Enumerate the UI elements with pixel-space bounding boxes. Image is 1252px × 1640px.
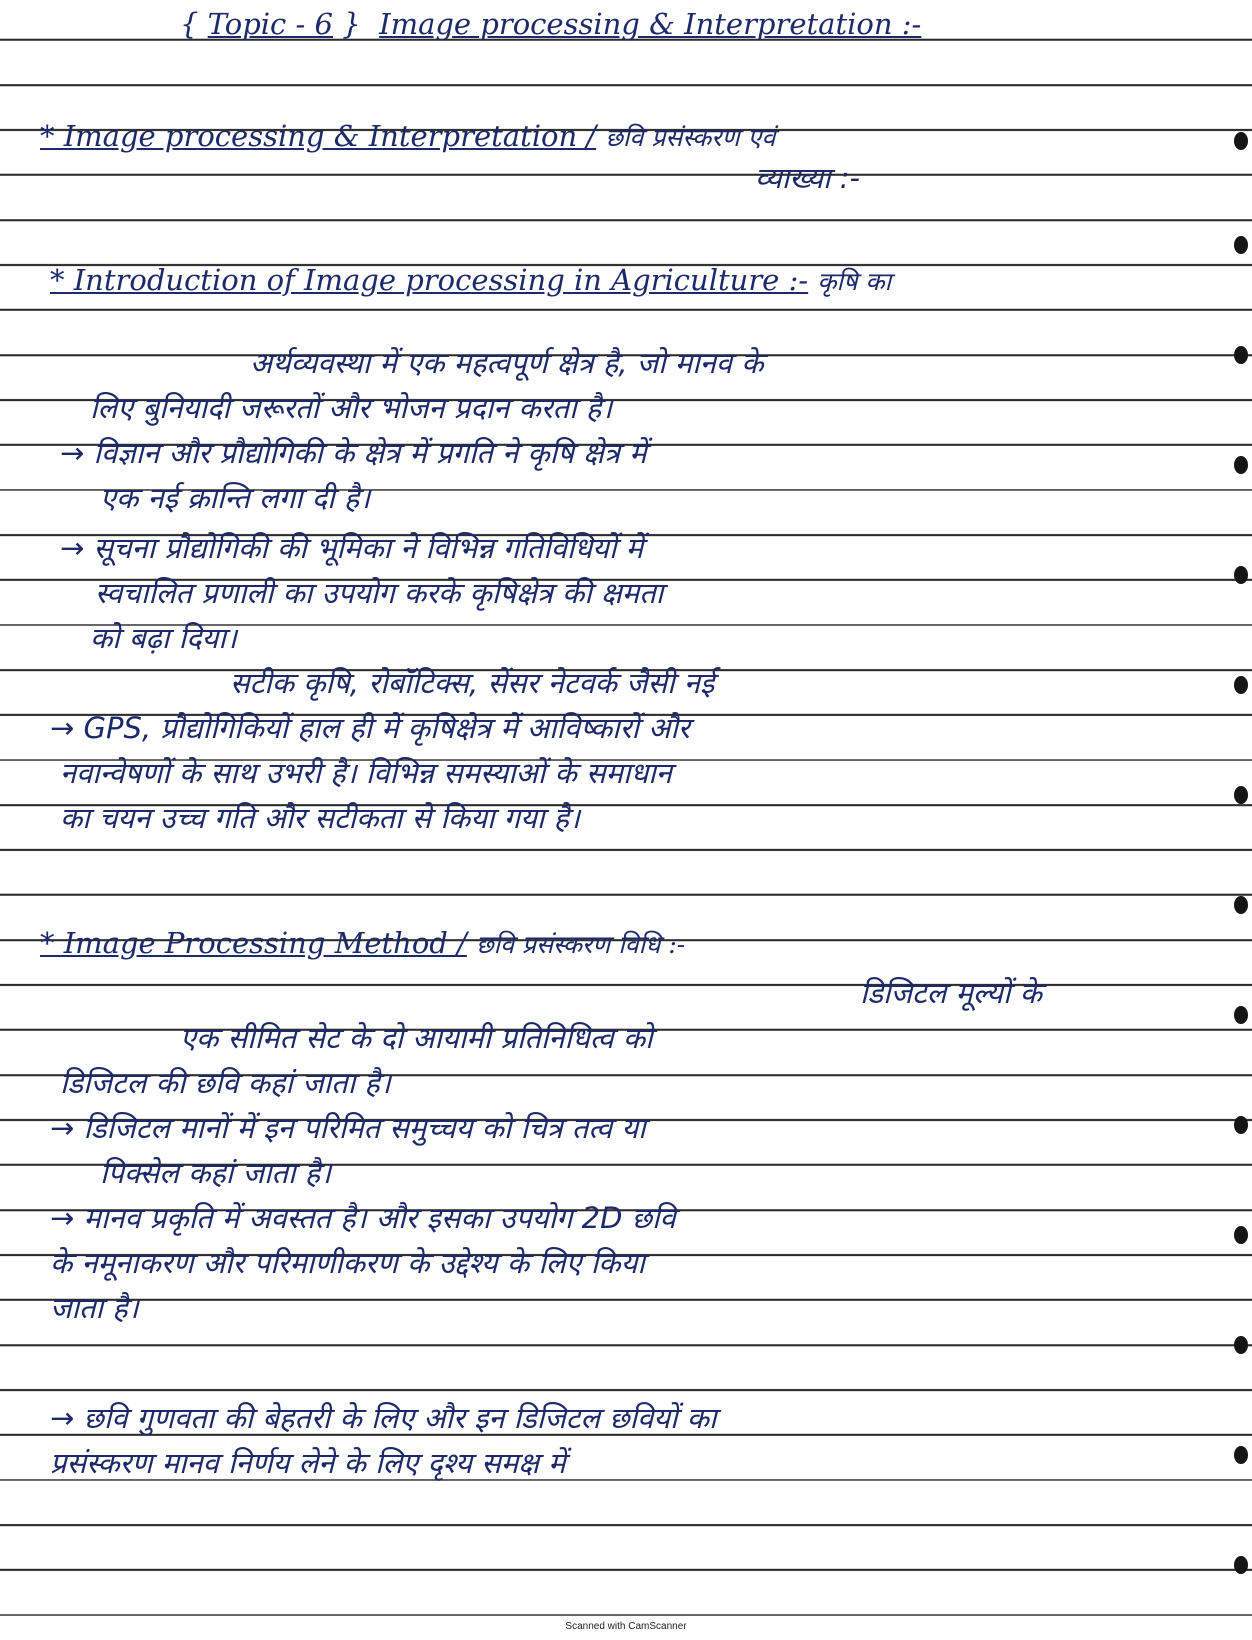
section2-line-8: सटीक कृषि, रोबॉटिक्स, सेंसर नेटवर्क जैसी नई [230,666,715,700]
binding-hole [1234,1446,1248,1464]
section3-line-4: पिक्सेल कहां जाता है। [100,1156,332,1190]
section3-line-3: → डिजिटल मानों में इन परिमित समुच्चय को चित्र तत्व या [50,1111,646,1145]
section2-line-3: → विज्ञान और प्रौद्योगिकी के क्षेत्र में प्रगति ने कृषि क्षेत्र में [60,436,647,470]
section3-heading-hi: छवि प्रसंस्करण विधि :- [476,930,686,959]
section3-line-2: डिजिटल की छवि कहां जाता है। [60,1066,391,1100]
section3-line-7: जाता है। [50,1291,139,1325]
section2-heading-text: * Introduction of Image processing in Agriculture :- [50,263,809,297]
section3-heading-en: * Image Processing Method / [40,926,467,960]
section3-line-5: → मानव प्रकृति में अवस्तत है। और इसका उपयोग 2D छवि [50,1201,676,1235]
binding-hole [1234,1006,1248,1024]
scanner-watermark: Scanned with CamScanner [565,1621,687,1632]
section2-line-6: स्वचालित प्रणाली का उपयोग करके कृषिक्षेत्र की क्षमता [95,576,664,610]
section3-heading [40,925,1202,963]
section3-line-9: प्रसंस्करण मानव निर्णय लेने के लिए दृश्य समक्ष में [50,1446,566,1480]
section2-line-4: एक नई क्रान्ति लगा दी है। [100,481,371,515]
section3-line-6: के नमूनाकरण और परिमाणीकरण के उद्देश्य के लिए किया [50,1246,645,1280]
topic-title: Image processing & Interpretation :- [379,7,922,41]
section2-line-7: को बढ़ा दिया। [90,621,237,655]
section1-heading [40,118,1202,156]
binding-hole [1234,1556,1248,1574]
section3-line-1: एक सीमित सेट के दो आयामी प्रतिनिधित्व को [180,1021,653,1055]
section1-heading-hi-2: व्याख्या :- [755,161,860,195]
binding-hole [1234,566,1248,584]
topic-bracket: { [180,7,208,41]
binding-hole [1234,676,1248,694]
binding-hole [1234,346,1248,364]
binding-hole [1234,1336,1248,1354]
binding-hole [1234,132,1248,150]
section2-line-11: का चयन उच्च गति और सटीकता से किया गया है। [60,801,581,835]
topic-label: Topic - 6 [207,7,333,41]
binding-hole [1234,236,1248,254]
binding-hole [1234,456,1248,474]
section3-line-0: डिजिटल मूल्यों के [860,976,1042,1010]
section2-line-10: नवान्वेषणों के साथ उभरी है। विभिन्न समस्याओं के समाधान [60,756,672,790]
section3-line-8: → छवि गुणवता की बेहतरी के लिए और इन डिजिटल छवियों का [50,1401,717,1435]
binding-hole [1234,1116,1248,1134]
topic-header: { Topic - 6 } Image processing & Interpretation :- [180,7,922,41]
section2-heading [50,262,1202,300]
binding-holes [1222,0,1252,1640]
section1-heading-hi-1: छवि प्रसंस्करण एवं [605,123,776,152]
section2-line-1: अर्थव्यवस्था में एक महत्वपूर्ण क्षेत्र है, जो मानव के [250,346,764,380]
binding-hole [1234,896,1248,914]
binding-hole [1234,1226,1248,1244]
binding-hole [1234,786,1248,804]
section2-line-2: लिए बुनियादी जरूरतों और भोजन प्रदान करता है। [90,391,613,425]
section2-line-0: कृषि का [817,267,892,296]
section2-line-9: → GPS, प्रौद्योगिकियों हाल ही में कृषिक्षेत्र में आविष्कारों और [50,711,690,745]
section2-line-5: → सूचना प्रौद्योगिकी की भूमिका ने विभिन्न गतिविधियों में [60,531,644,565]
section1-heading-en: * Image processing & Interpretation / [40,119,597,153]
